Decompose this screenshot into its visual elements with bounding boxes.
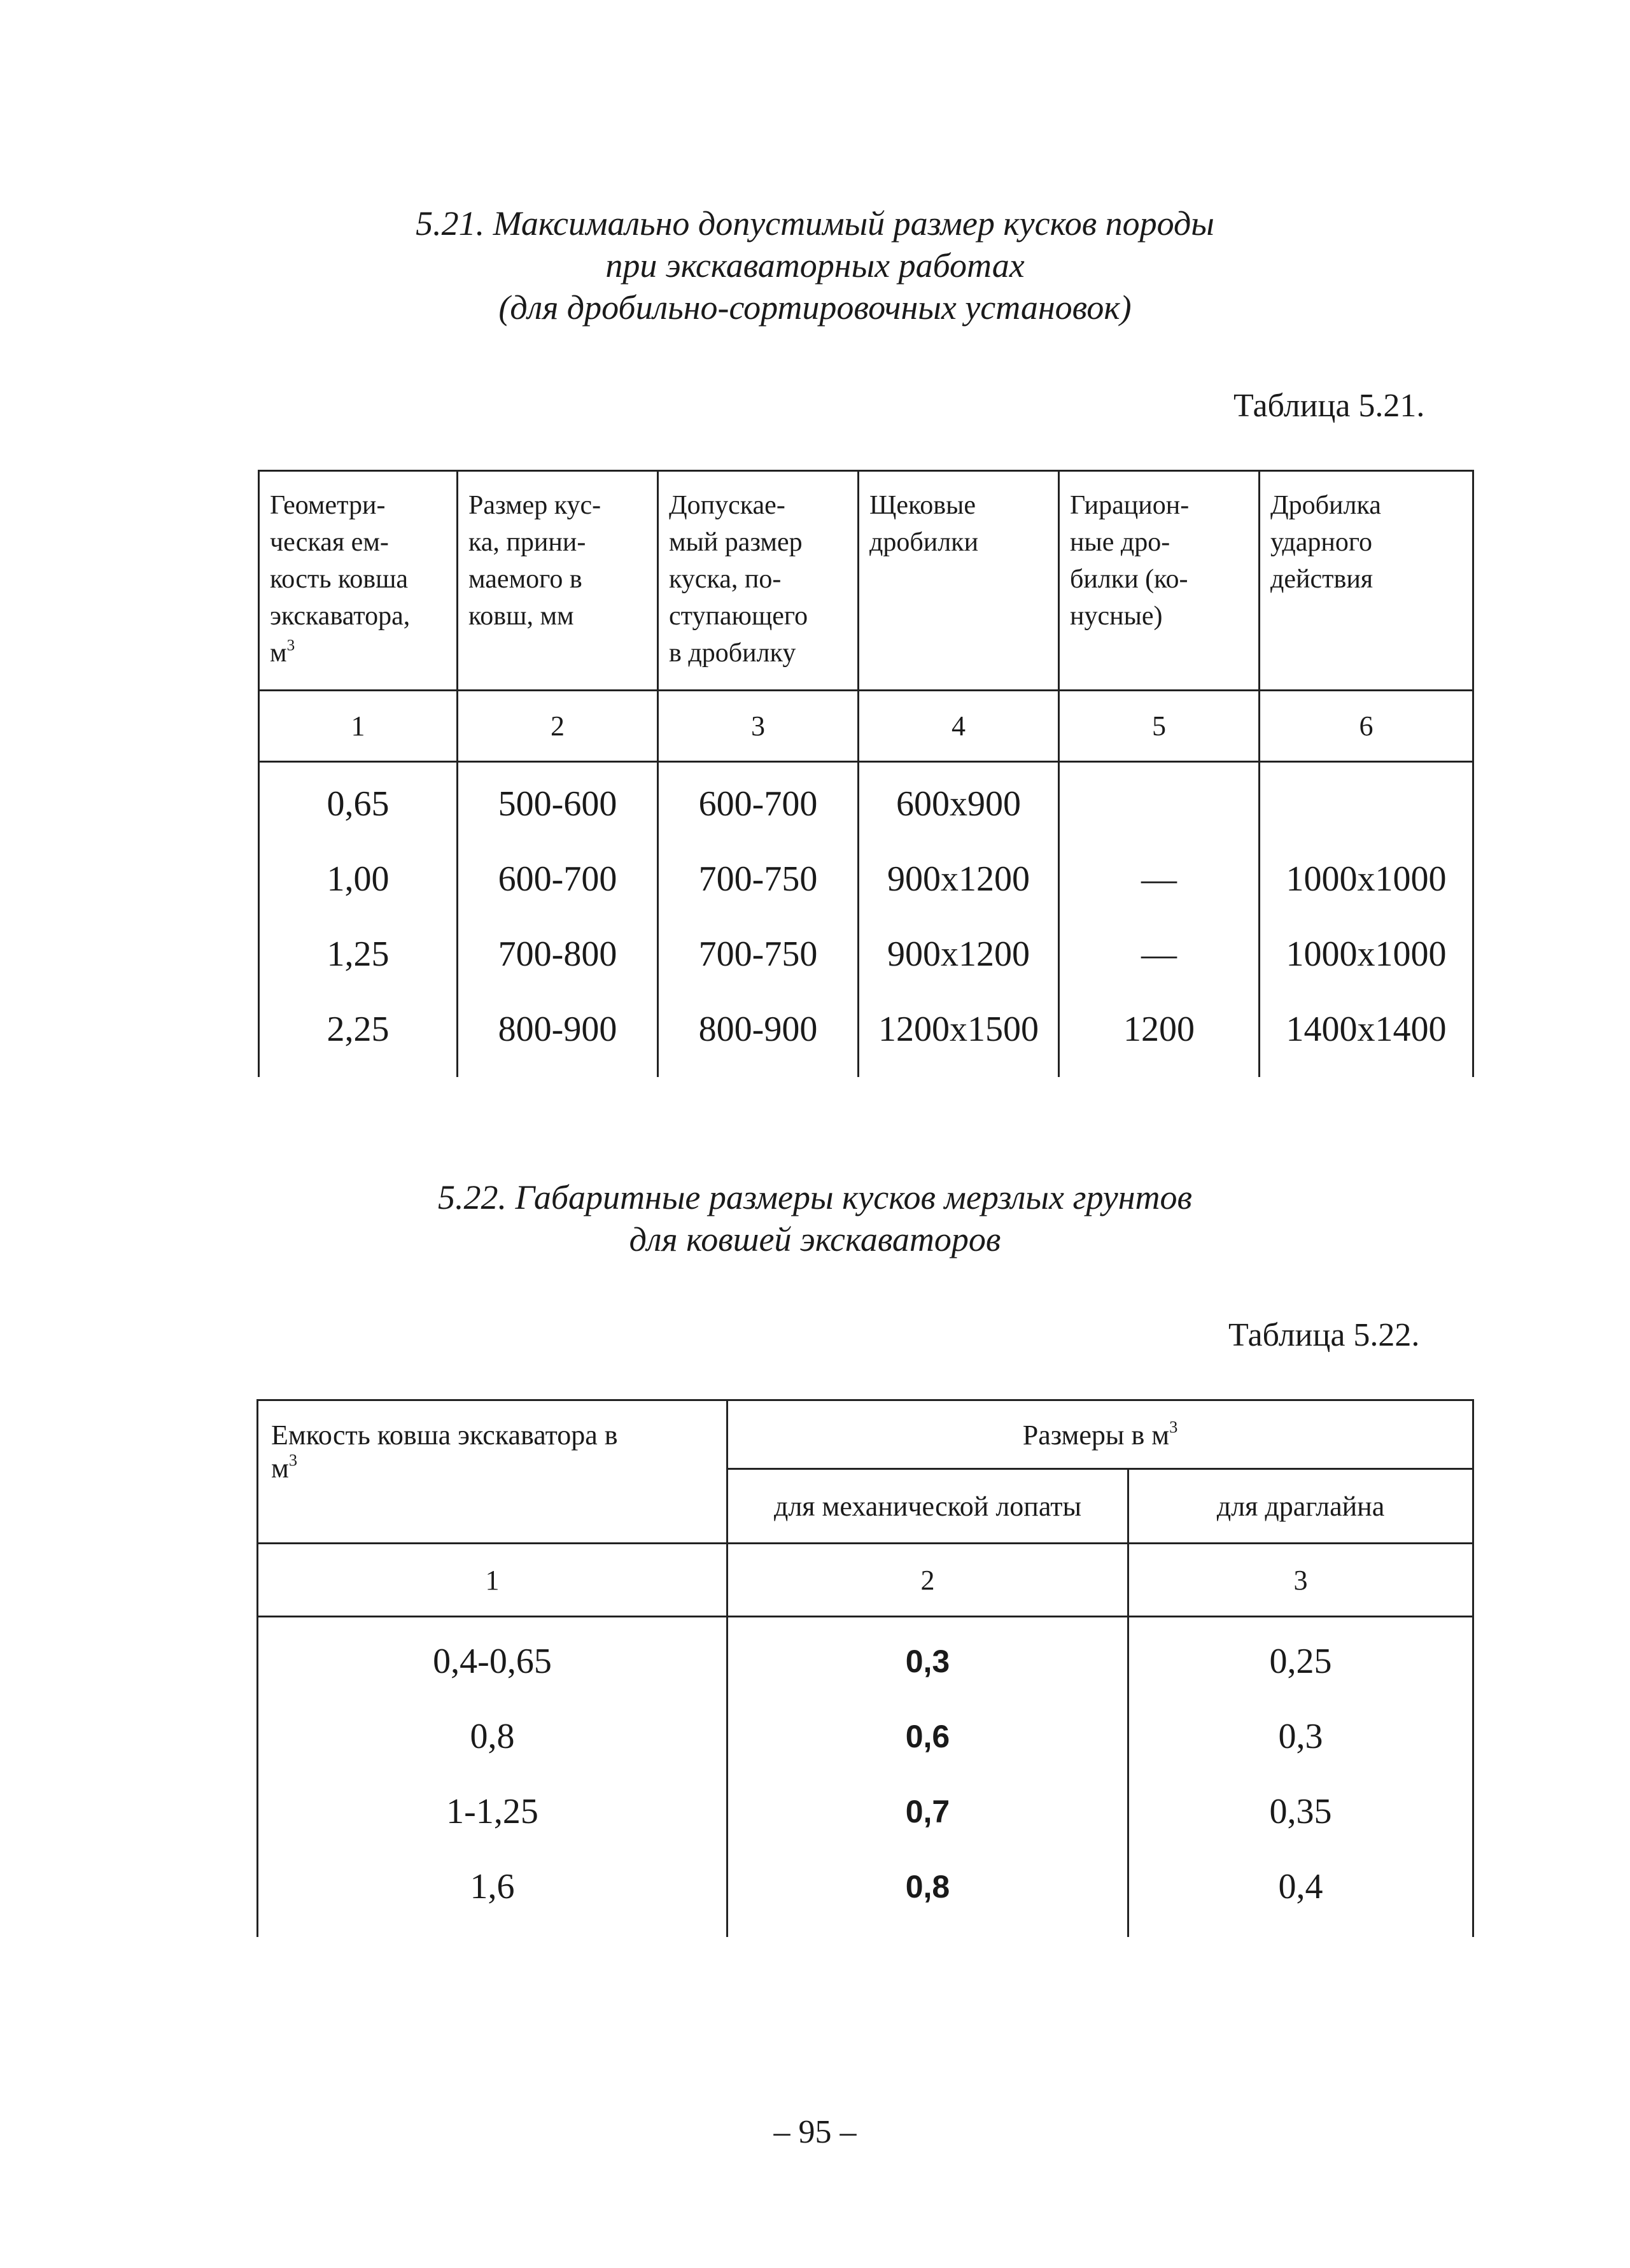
table-cell: 1,6 (470, 1867, 515, 1906)
table-cell: — (1141, 859, 1177, 899)
title-line: для ковшей экскаваторов (629, 1220, 1001, 1258)
header-cell-gyratory-crushers: Гирацион- ные дро- билки (ко- нусные) (1059, 471, 1260, 691)
column-allowed-size-values (658, 762, 859, 1078)
table-cell: 0,65 (327, 784, 390, 824)
title-line: 5.22. Габаритные размеры кусков мерзлых грунтов (438, 1178, 1192, 1216)
title-line: 5.21. Максимально допустимый размер кусков породы (416, 204, 1214, 243)
column-number: 1 (259, 691, 458, 762)
column-number: 2 (727, 1544, 1128, 1617)
table-cell: 0,8 (905, 1869, 950, 1905)
table-cell: 1400x1400 (1286, 1010, 1447, 1049)
column-chunk-size-values (458, 762, 658, 1078)
table-cell: 600-700 (498, 859, 617, 899)
table-cell: 0,8 (470, 1717, 515, 1756)
table-cell: 0,25 (1269, 1642, 1332, 1681)
column-capacity-values (258, 1617, 727, 1938)
column-number: 1 (258, 1544, 727, 1617)
column-number: 5 (1059, 691, 1260, 762)
table-cell: 900x1200 (887, 934, 1030, 974)
table-cell: 1200x1500 (878, 1010, 1039, 1049)
table-cell: 500-600 (498, 784, 617, 824)
table-cell: 800-900 (498, 1010, 617, 1049)
column-number: 2 (458, 691, 658, 762)
column-jaw-crusher-values (859, 762, 1059, 1078)
header-cell-sizes: Размеры в $м^3$ (727, 1400, 1473, 1469)
header-cell-chunk-size: Размер кус- ка, прини- маемого в ковш, мм (458, 471, 658, 691)
column-shovel-values (727, 1617, 1128, 1938)
table-cell: 0,4-0,65 (433, 1642, 552, 1681)
table-5-22-label: Таблица 5.22. (1228, 1317, 1420, 1353)
table-cell: 0,7 (905, 1794, 950, 1829)
table-cell: 1,00 (327, 859, 390, 899)
table-5-21-label: Таблица 5.21. (1233, 388, 1425, 424)
table-cell: 0,3 (1278, 1717, 1323, 1756)
header-cell-impact-crusher: Дробилка ударного действия (1260, 471, 1473, 691)
title-line: при экскаваторных работах (605, 246, 1025, 285)
table-cell: 0,4 (1278, 1867, 1323, 1906)
table-cell: 1-1,25 (446, 1792, 538, 1831)
header-cell-capacity: Геометри- ческая ем- кость ковша экскаватора, $м^3$ (259, 471, 458, 691)
table-cell: 700-800 (498, 934, 617, 974)
table-cell: 900x1200 (887, 859, 1030, 899)
column-dragline-values (1128, 1617, 1473, 1938)
column-gyratory-crusher-values (1059, 762, 1260, 1078)
table-cell: — (1141, 934, 1177, 974)
column-impact-crusher-values (1260, 762, 1473, 1078)
table-5-21 (258, 470, 1474, 1077)
table-cell: 600-700 (698, 784, 818, 824)
title-line: (для дробильно-сортировочных установок) (498, 288, 1132, 327)
table-cell: 600x900 (896, 784, 1021, 824)
header-cell-allowed-size: Допускае- мый размер куска, по- ступающего в дробилку (658, 471, 859, 691)
table-cell (1260, 766, 1472, 842)
table-cell: 1200 (1123, 1010, 1195, 1049)
table-cell: 0,3 (905, 1644, 950, 1679)
table-cell: 2,25 (327, 1010, 390, 1049)
header-cell-shovel: для механической лопаты (727, 1469, 1128, 1544)
section-5-21-title (0, 202, 1630, 328)
table-cell: 700-750 (698, 934, 818, 974)
section-5-22-title (0, 1176, 1630, 1260)
table-cell: 1,25 (327, 934, 390, 974)
column-number: 6 (1260, 691, 1473, 762)
table-cell (1060, 766, 1258, 842)
table-cell: 0,6 (905, 1719, 950, 1754)
table-cell: 0,35 (1269, 1792, 1332, 1831)
table-cell: 800-900 (698, 1010, 818, 1049)
table-cell: 1000x1000 (1286, 859, 1447, 899)
column-capacity-values (259, 762, 458, 1078)
header-cell-dragline: для драглайна (1128, 1469, 1473, 1544)
header-cell-bucket-capacity: Емкость ковша экскаватора в $м^3$ (258, 1400, 727, 1544)
table-5-22 (256, 1399, 1474, 1937)
table-cell: 700-750 (698, 859, 818, 899)
column-number: 4 (859, 691, 1059, 762)
table-cell: 1000x1000 (1286, 934, 1447, 974)
header-cell-jaw-crushers: Щековые дробилки (859, 471, 1059, 691)
page-number: – 95 – (773, 2114, 857, 2150)
column-number: 3 (658, 691, 859, 762)
column-number: 3 (1128, 1544, 1473, 1617)
